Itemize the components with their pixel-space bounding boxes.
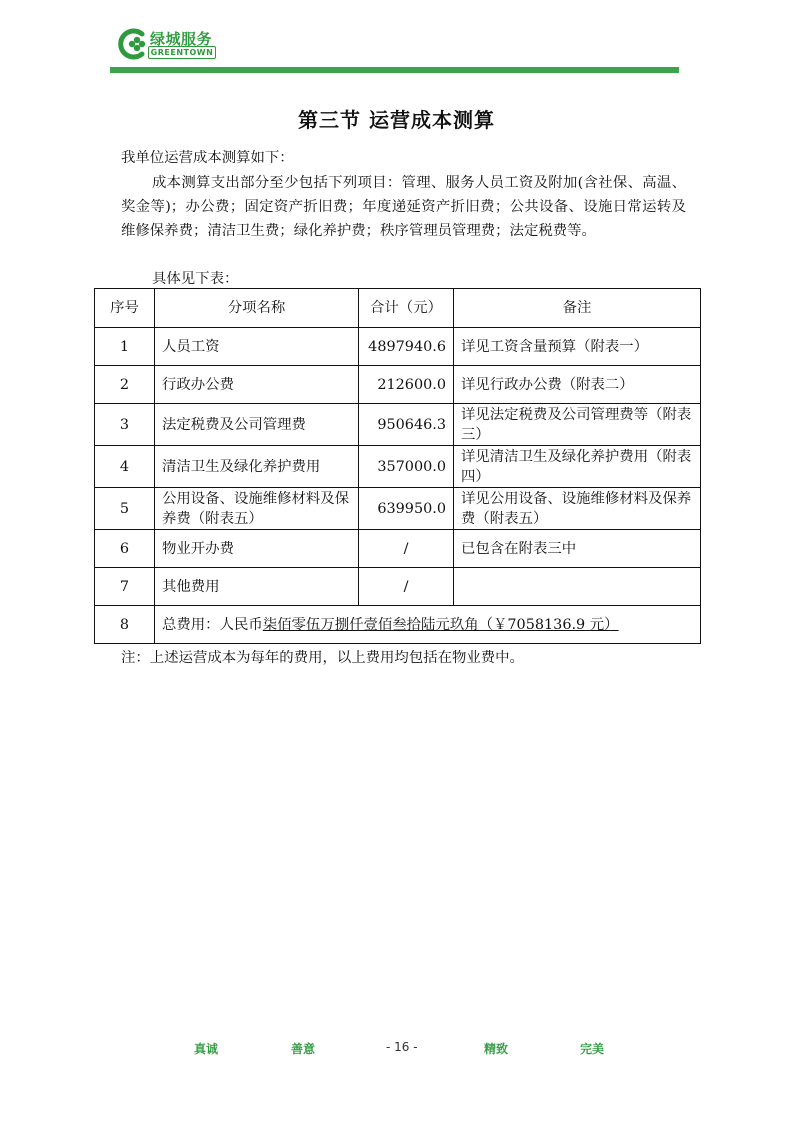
total-cell [155, 606, 701, 644]
row-name: 人员工资 [155, 328, 359, 366]
header-no: 序号 [95, 289, 155, 328]
row-note: 详见公用设备、设施维修材料及保养费（附表五） [454, 488, 701, 530]
intro-paragraph: 我单位运营成本测算如下： [121, 150, 294, 166]
row-name: 物业开办费 [155, 530, 359, 568]
row-note: 详见工资含量预算（附表一） [454, 328, 701, 366]
row-note: 详见清洁卫生及绿化养护费用（附表四） [454, 446, 701, 488]
table-row [95, 568, 701, 606]
table-row [95, 530, 701, 568]
footer-word: 精致 [484, 1042, 509, 1056]
table-row [95, 404, 701, 446]
row-note: 详见行政办公费（附表二） [454, 366, 701, 404]
table-row [95, 328, 701, 366]
table-row [95, 366, 701, 404]
body-paragraph: 成本测算支出部分至少包括下列项目：管理、服务人员工资及附加(含社保、高温、奖金等)；办公费；固定资产折旧费；年度递延资产折旧费；公共设备、设施日常运转及维修保养费；清洁卫生费；绿化养护费；秩序管理员管理费；法定税费等。 [121, 175, 686, 239]
page-footer [0, 1040, 793, 1060]
header-divider [110, 67, 679, 73]
header-sum: 合计（元） [359, 289, 454, 328]
row-no: 6 [95, 530, 155, 568]
clover-c-logo-icon [118, 28, 150, 60]
row-sum: 639950.0 [359, 488, 454, 530]
row-note [454, 568, 701, 606]
total-amount: 柒佰零伍万捌仟壹佰叁拾陆元玖角（￥7058136.9 元） [262, 616, 619, 633]
row-sum: 357000.0 [359, 446, 454, 488]
row-no: 2 [95, 366, 155, 404]
row-no: 7 [95, 568, 155, 606]
section-title: 第三节 运营成本测算 [298, 108, 495, 132]
row-sum: 4897940.6 [359, 328, 454, 366]
footnote: 注：上述运营成本为每年的费用，以上费用均包括在物业费中。 [121, 650, 524, 666]
row-sum: 212600.0 [359, 366, 454, 404]
total-no: 8 [95, 606, 155, 644]
row-name: 其他费用 [155, 568, 359, 606]
row-sum: / [359, 530, 454, 568]
footer-word: 真诚 [194, 1042, 219, 1056]
footer-word: 善意 [291, 1042, 316, 1056]
logo-english-name: GREENTOWN [148, 46, 216, 59]
cost-table [94, 288, 701, 644]
page-number: - 16 - [386, 1040, 418, 1054]
table-total-row [95, 606, 701, 644]
row-name: 行政办公费 [155, 366, 359, 404]
row-sum: 950646.3 [359, 404, 454, 446]
table-row [95, 446, 701, 488]
header-name: 分项名称 [155, 289, 359, 328]
row-name: 公用设备、设施维修材料及保养费（附表五） [155, 488, 359, 530]
header-note: 备注 [454, 289, 701, 328]
row-name: 清洁卫生及绿化养护费用 [155, 446, 359, 488]
row-name: 法定税费及公司管理费 [155, 404, 359, 446]
row-no: 1 [95, 328, 155, 366]
row-no: 3 [95, 404, 155, 446]
table-row [95, 488, 701, 530]
total-prefix: 总费用：人民币 [162, 616, 263, 633]
footer-word: 完美 [580, 1042, 605, 1056]
table-lead-paragraph: 具体见下表： [152, 271, 239, 287]
row-no: 5 [95, 488, 155, 530]
table-header-row [95, 289, 701, 328]
logo-chinese-name: 绿城服务 [150, 30, 213, 48]
row-note: 已包含在附表三中 [454, 530, 701, 568]
row-note: 详见法定税费及公司管理费等（附表三） [454, 404, 701, 446]
row-no: 4 [95, 446, 155, 488]
row-sum: / [359, 568, 454, 606]
